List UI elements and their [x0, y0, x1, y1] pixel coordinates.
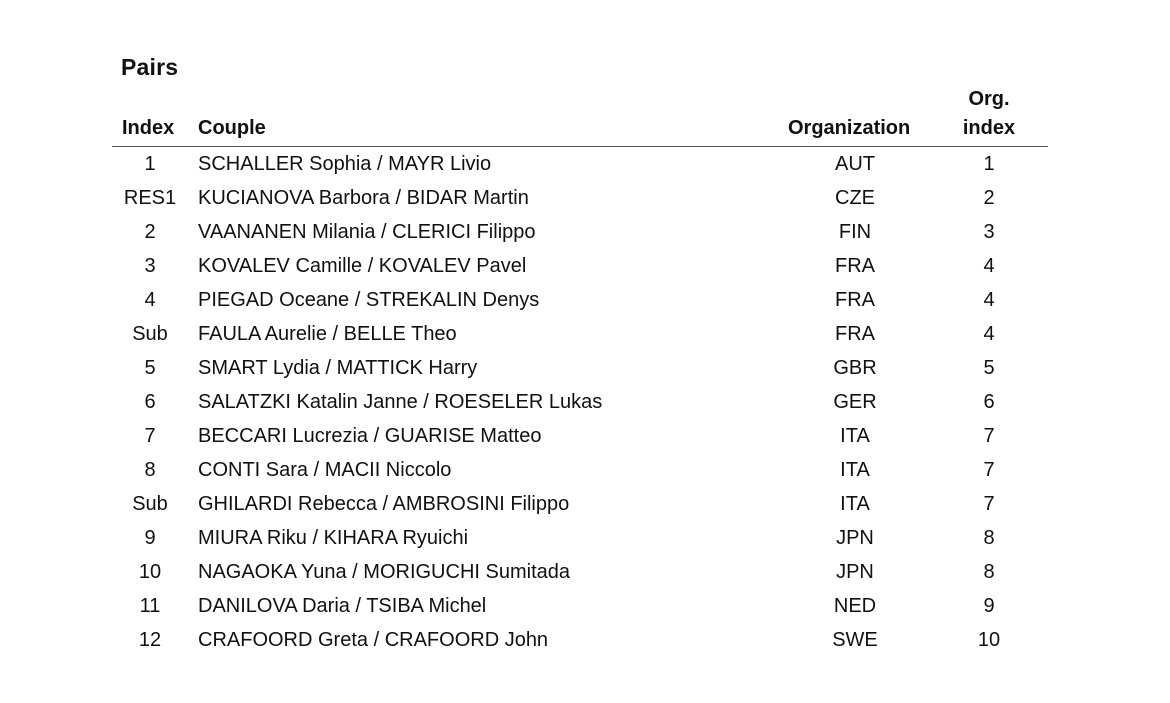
- row-organization: CZE: [835, 187, 875, 209]
- row-organization: SWE: [832, 629, 878, 651]
- row-index: 2: [144, 221, 156, 243]
- table-body: [112, 147, 1048, 657]
- table-row: [112, 181, 1048, 215]
- row-organization: GER: [833, 391, 877, 413]
- header-index: Index: [122, 117, 175, 139]
- row-organization: GBR: [833, 357, 877, 379]
- row-index: 9: [144, 527, 156, 549]
- row-couple: GHILARDI Rebecca / AMBROSINI Filippo: [198, 493, 570, 515]
- row-couple: FAULA Aurelie / BELLE Theo: [198, 323, 457, 345]
- pairs-table: [112, 86, 1048, 657]
- row-organization: FRA: [835, 289, 875, 311]
- table-header: [112, 86, 1048, 147]
- row-org-index: 1: [983, 153, 995, 175]
- table-row: [112, 453, 1048, 487]
- row-couple: SALATZKI Katalin Janne / ROESELER Lukas: [198, 391, 603, 413]
- row-index: RES1: [123, 187, 177, 209]
- row-organization: JPN: [836, 561, 874, 583]
- header-org-index: [952, 85, 1026, 143]
- row-couple: PIEGAD Oceane / STREKALIN Denys: [198, 289, 540, 311]
- row-index: 7: [144, 425, 156, 447]
- row-index: 10: [138, 561, 162, 583]
- table-row: [112, 317, 1048, 351]
- row-couple: KUCIANOVA Barbora / BIDAR Martin: [198, 187, 529, 209]
- row-organization: NED: [833, 595, 877, 617]
- table-row: [112, 351, 1048, 385]
- row-org-index: 4: [983, 323, 995, 345]
- row-org-index: 2: [983, 187, 995, 209]
- row-couple: MIURA Riku / KIHARA Ryuichi: [198, 527, 469, 549]
- row-org-index: 9: [983, 595, 995, 617]
- row-index: 3: [144, 255, 156, 277]
- table-row: [112, 215, 1048, 249]
- row-organization: ITA: [840, 459, 870, 481]
- row-org-index: 5: [983, 357, 995, 379]
- row-couple: VAANANEN Milania / CLERICI Filippo: [198, 221, 536, 243]
- table-row: [112, 283, 1048, 317]
- row-organization: FRA: [835, 255, 875, 277]
- header-organization: Organization: [788, 117, 911, 139]
- row-org-index: 7: [983, 493, 995, 515]
- table-row: [112, 385, 1048, 419]
- table-row: [112, 623, 1048, 657]
- row-index: 1: [144, 153, 156, 175]
- row-couple: NAGAOKA Yuna / MORIGUCHI Sumitada: [198, 561, 570, 583]
- row-index: 8: [144, 459, 156, 481]
- table-row: [112, 249, 1048, 283]
- table-row: [112, 521, 1048, 555]
- row-organization: JPN: [836, 527, 874, 549]
- row-organization: ITA: [840, 425, 870, 447]
- row-org-index: 8: [983, 561, 995, 583]
- table-row: [112, 555, 1048, 589]
- row-org-index: 6: [983, 391, 995, 413]
- table-row: [112, 419, 1048, 453]
- row-couple: BECCARI Lucrezia / GUARISE Matteo: [198, 425, 542, 447]
- table-row: [112, 589, 1048, 623]
- row-org-index: 4: [983, 289, 995, 311]
- row-index: 5: [144, 357, 156, 379]
- row-org-index: 4: [983, 255, 995, 277]
- header-couple: Couple: [198, 117, 266, 139]
- row-couple: SMART Lydia / MATTICK Harry: [198, 357, 478, 379]
- row-couple: SCHALLER Sophia / MAYR Livio: [198, 153, 492, 175]
- row-couple: DANILOVA Daria / TSIBA Michel: [198, 595, 487, 617]
- row-organization: FIN: [838, 221, 872, 243]
- row-organization: AUT: [835, 153, 875, 175]
- row-organization: ITA: [840, 493, 870, 515]
- row-index: 11: [139, 595, 161, 617]
- row-organization: FRA: [835, 323, 875, 345]
- row-couple: KOVALEV Camille / KOVALEV Pavel: [198, 255, 527, 277]
- row-org-index: 10: [977, 629, 1001, 651]
- row-index: Sub: [132, 323, 168, 345]
- row-org-index: 7: [983, 425, 995, 447]
- row-index: 6: [144, 391, 156, 413]
- page-title: Pairs: [121, 54, 179, 80]
- row-index: 12: [138, 629, 162, 651]
- header-org-index-line2: index: [962, 117, 1016, 139]
- row-org-index: 7: [983, 459, 995, 481]
- header-org-index-line1: Org.: [968, 88, 1010, 110]
- table-row: [112, 487, 1048, 521]
- table-row: [112, 147, 1048, 181]
- row-couple: CONTI Sara / MACII Niccolo: [198, 459, 452, 481]
- row-index: Sub: [132, 493, 168, 515]
- row-org-index: 8: [983, 527, 995, 549]
- row-index: 4: [144, 289, 156, 311]
- row-couple: CRAFOORD Greta / CRAFOORD John: [198, 629, 549, 651]
- row-org-index: 3: [983, 221, 995, 243]
